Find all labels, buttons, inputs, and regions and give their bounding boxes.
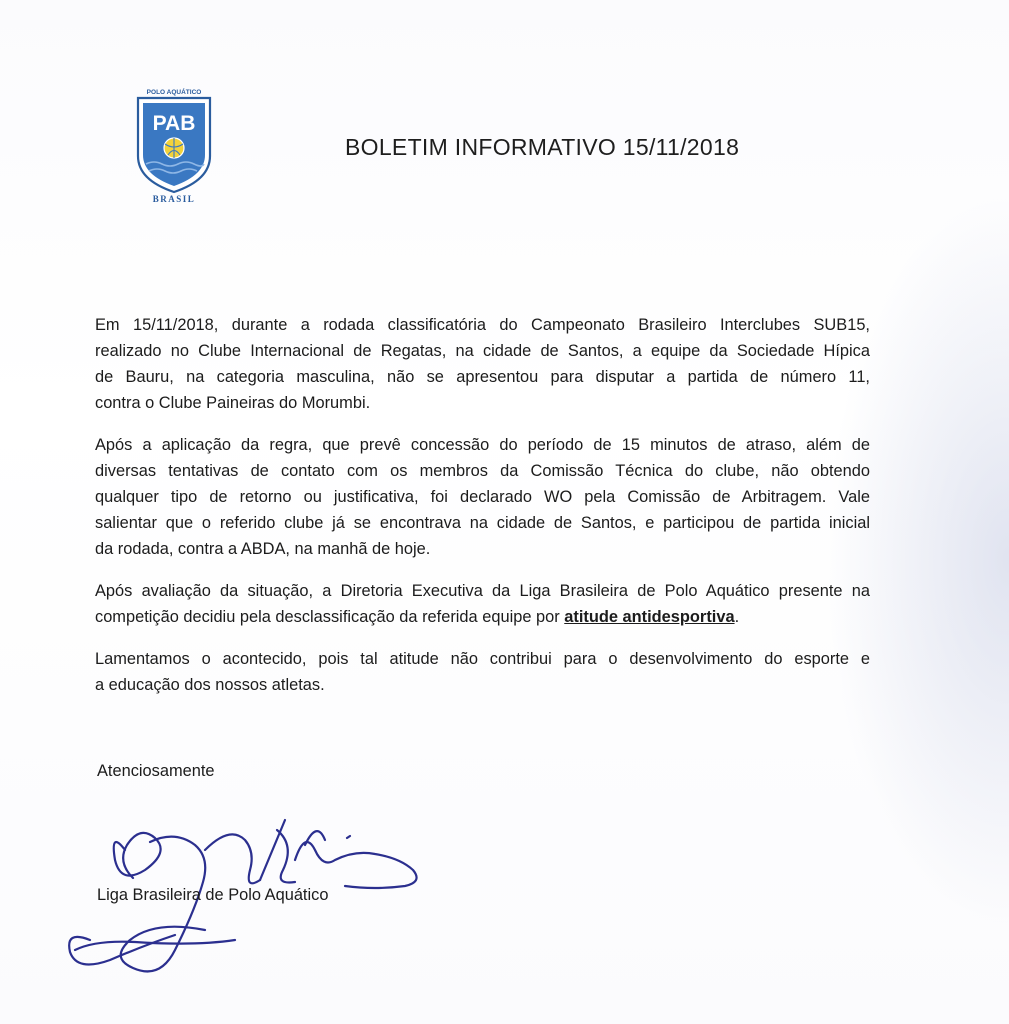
paragraph-line: de Bauru, na categoria masculina, não se apresentou para disputar a partida de número 11, xyxy=(95,368,870,386)
logo-top-text: POLO AQUÁTICO xyxy=(146,89,202,96)
logo-bottom-text: BRASIL xyxy=(152,194,196,204)
salutation: Atenciosamente xyxy=(97,762,215,780)
paragraph-line: qualquer tipo de retorno ou justificativa, foi declarado WO pela Comissão de Arbitragem. Vale xyxy=(95,488,870,506)
pab-logo xyxy=(132,84,216,204)
pab-shield-icon xyxy=(132,84,216,204)
logo-main-text: PAB xyxy=(152,112,196,135)
paragraph-line: salientar que o referido clube já se encontrava na cidade de Santos, e participou de partida inicial xyxy=(95,514,870,532)
paragraph-line: Após a aplicação da regra, que prevê concessão do período de 15 minutos de atraso, além de xyxy=(95,436,870,454)
paragraph-3 xyxy=(95,578,870,630)
paragraph-line: da rodada, contra a ABDA, na manhã de hoje. xyxy=(95,540,431,558)
emphasis-text: atitude antidesportiva xyxy=(564,608,735,626)
paragraph-text: . xyxy=(734,608,740,626)
paragraph-line: Lamentamos o acontecido, pois tal atitude não contribui para o desenvolvimento do esporte e xyxy=(95,650,870,668)
paragraph-line: realizado no Clube Internacional de Regatas, na cidade de Santos, a equipe da Sociedade Hípica xyxy=(95,342,870,360)
paragraph-text: competição decidiu pela desclassificação da referida equipe por xyxy=(95,608,565,626)
paragraph-2 xyxy=(95,432,870,562)
paragraph-1 xyxy=(95,312,870,416)
page-title: BOLETIM INFORMATIVO 15/11/2018 xyxy=(345,134,740,160)
signer-name: Liga Brasileira de Polo Aquático xyxy=(97,886,329,904)
paragraph-line: Após avaliação da situação, a Diretoria Executiva da Liga Brasileira de Polo Aquático presente na xyxy=(95,582,870,600)
paragraph-4 xyxy=(95,646,870,698)
paragraph-line: Em 15/11/2018, durante a rodada classificatória do Campeonato Brasileiro Interclubes SUB15, xyxy=(95,316,870,334)
paragraph-line xyxy=(95,604,870,630)
paragraph-line: contra o Clube Paineiras do Morumbi. xyxy=(95,394,371,412)
document-body xyxy=(95,312,870,714)
paragraph-line: diversas tentativas de contato com os membros da Comissão Técnica do clube, não obtendo xyxy=(95,462,870,480)
paragraph-line: a educação dos nossos atletas. xyxy=(95,676,325,694)
